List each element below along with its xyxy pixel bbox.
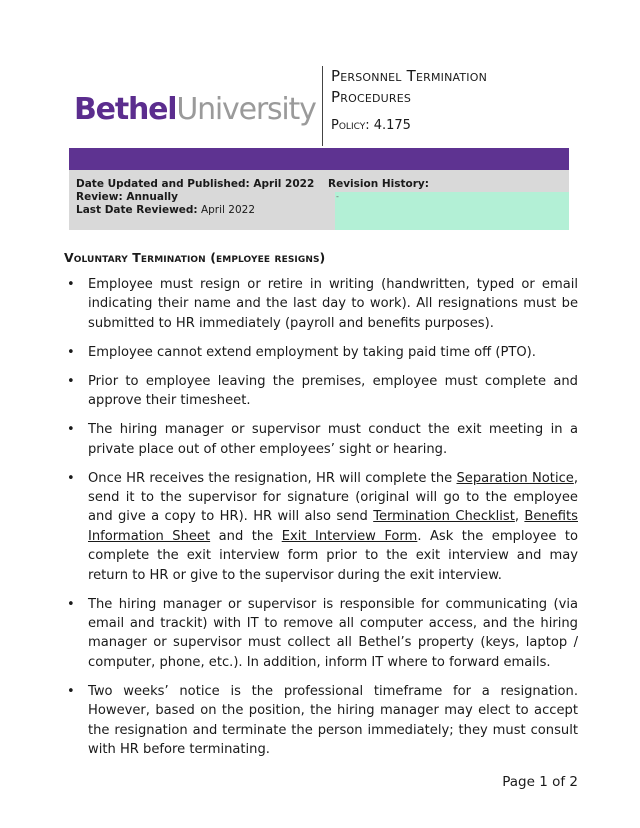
revision-history-entry: -	[336, 192, 339, 201]
list-item: • Once HR receives the resignation, HR will complete the Separation Notice, send it to the supervisor for signature (original will go to the employee and give a copy to HR). HR will also send Termination Checklist, Benefits Information Sheet and the Exit Interview Form. Ask the employee to complete the exit interview form prior to the exit interview and may return to HR or give to the supervisor during the exit interview.	[67, 470, 579, 583]
logo-bethel-text: Bethel	[74, 92, 177, 127]
list-item: • Prior to employee leaving the premises, employee must complete and approve their timesheet.	[67, 373, 578, 409]
bullet-icon: •	[67, 344, 75, 360]
review-frequency: Review: Annually	[76, 191, 179, 203]
document-title	[331, 66, 551, 108]
list-item: • Employee cannot extend employment by taking paid time off (PTO).	[64, 343, 578, 362]
list-item: • The hiring manager or supervisor is responsible for communicating (via email and trackit) with IT to remove all computer access, and the hiring manager or supervisor must collect all Bethel’s property (keys, laptop / computer, phone, etc.). In addition, inform IT where to forward emails.	[67, 596, 578, 670]
termination-checklist-link[interactable]: Termination Checklist	[373, 509, 515, 525]
date-updated: Date Updated and Published: April 2022	[76, 178, 315, 190]
bullet-icon: •	[67, 470, 75, 486]
bullet-icon: •	[67, 373, 75, 389]
exit-interview-form-link[interactable]: Exit Interview Form	[281, 528, 418, 544]
page-number: Page 1 of 2	[502, 774, 578, 790]
dates-block	[76, 178, 314, 217]
benefits-information-sheet-link[interactable]: Benefits Information Sheet	[88, 509, 578, 544]
list-item: • Two weeks’ notice is the professional timeframe for a resignation. However, based on the position, the hiring manager may elect to accept the resignation and terminate the person immediately; they must consult with HR before terminating.	[67, 683, 578, 758]
bethel-university-logo	[74, 90, 316, 130]
procedure-list	[64, 275, 578, 769]
separation-notice-link[interactable]: Separation Notice	[456, 470, 574, 486]
bullet-icon: •	[67, 683, 75, 699]
policy-number: Policy: 4.175	[331, 118, 411, 133]
bullet-icon: •	[67, 277, 75, 292]
header-band	[69, 148, 569, 170]
revision-history-label: Revision History:	[328, 178, 429, 190]
list-item: • The hiring manager or supervisor must conduct the exit meeting in a private place out of other employees’ sight or hearing.	[67, 422, 578, 457]
last-reviewed-value: April 2022	[197, 204, 256, 216]
section-heading: Voluntary Termination (employee resigns)	[64, 250, 326, 265]
list-item: • Employee must resign or retire in writing (handwritten, typed or email indicating their name and the last day to work). All resignations must be submitted to HR immediately (payroll and benefits purposes).	[67, 277, 578, 331]
title-line-1: Personnel Termination	[331, 67, 488, 85]
last-reviewed-label: Last Date Reviewed:	[76, 204, 198, 216]
bullet-icon: •	[67, 422, 75, 438]
logo-university-text: University	[176, 92, 316, 127]
revision-history-box	[335, 192, 569, 230]
title-line-2: Procedures	[331, 88, 412, 106]
bullet-icon: •	[67, 596, 75, 612]
header-divider	[322, 66, 323, 146]
